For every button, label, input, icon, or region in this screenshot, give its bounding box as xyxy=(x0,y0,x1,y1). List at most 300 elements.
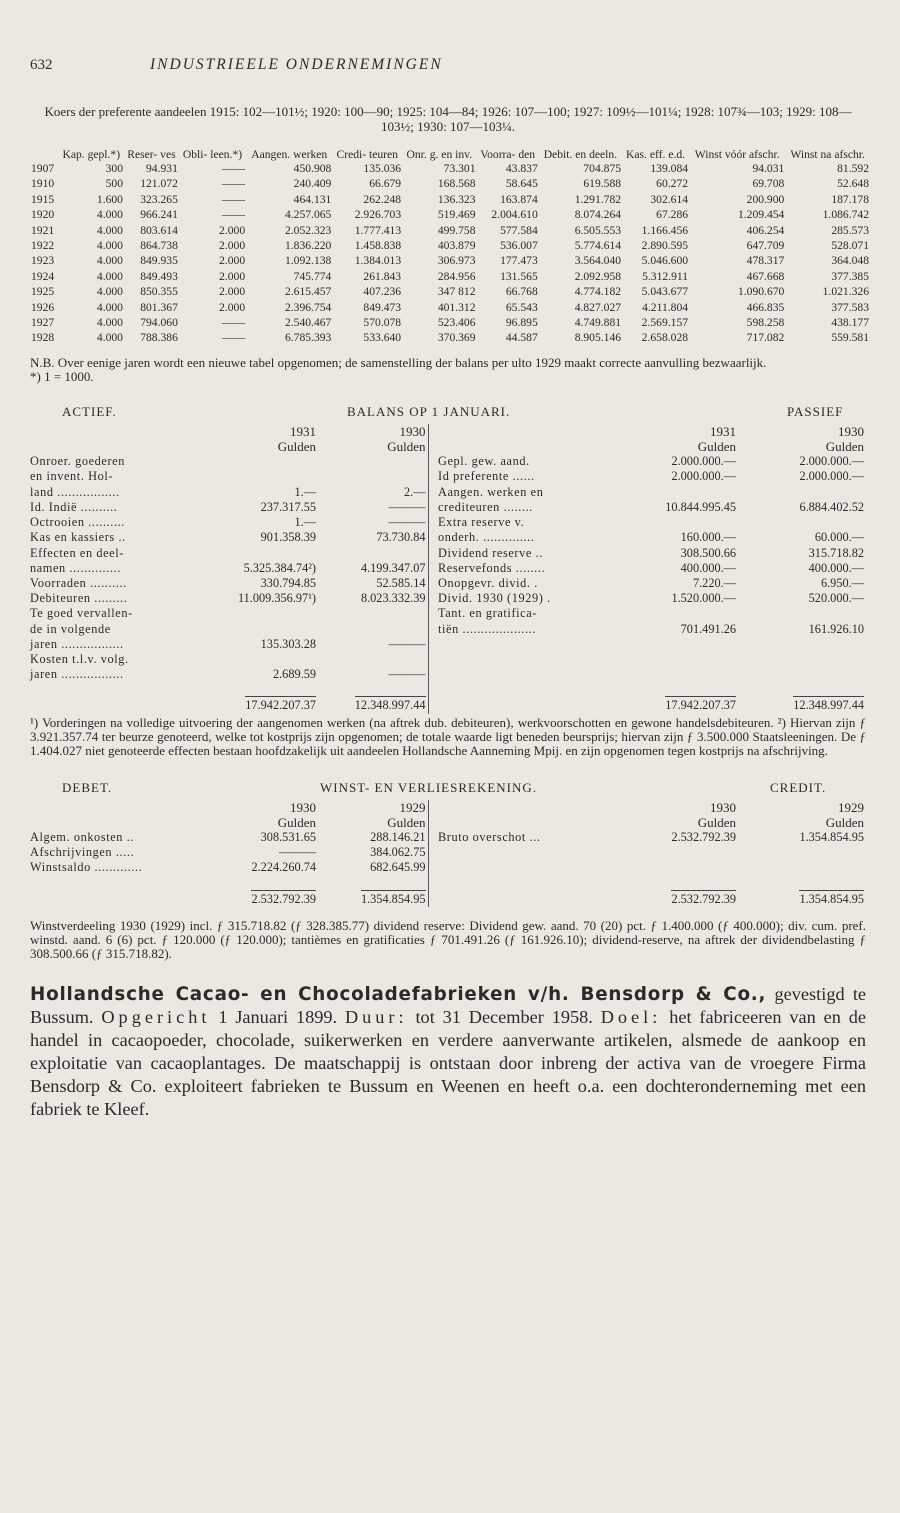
total-value: 2.532.792.39 xyxy=(671,891,736,906)
separator xyxy=(428,439,438,454)
table-cell: 65.543 xyxy=(505,300,538,314)
separator xyxy=(428,591,438,606)
value-cell: 5.325.384.74²) xyxy=(243,560,316,575)
table-cell: 131.565 xyxy=(500,269,538,283)
separator xyxy=(428,637,438,652)
table-cell: 2.000 xyxy=(219,269,246,283)
value-cell: 901.358.39 xyxy=(260,530,316,545)
value-cell: 315.718.82 xyxy=(808,545,864,560)
table-cell: 3.564.040 xyxy=(574,254,622,268)
table-cell: 500 xyxy=(105,177,123,191)
row-label: Tant. en gratifica- xyxy=(438,606,537,621)
table-cell: 69.708 xyxy=(752,177,785,191)
column-header xyxy=(30,148,59,161)
spacer xyxy=(30,682,200,713)
column-header: Kas. eff. e.d. xyxy=(626,148,686,161)
table-cell: 2.004.610 xyxy=(491,208,538,222)
unit-header: Gulden xyxy=(697,814,736,830)
value-cell xyxy=(738,845,866,860)
separator xyxy=(428,500,438,515)
row-label: Voorraden .......... xyxy=(30,575,127,590)
table-cell: 177.473 xyxy=(500,254,538,268)
year-header: 1930 xyxy=(399,423,426,439)
table-row xyxy=(30,576,866,591)
total-value: 12.348.997.44 xyxy=(354,698,426,713)
kapitaal-table xyxy=(30,148,870,346)
table-cell: 73.301 xyxy=(443,162,476,175)
value-cell xyxy=(318,454,428,469)
value-cell: 701.491.26 xyxy=(680,621,736,636)
table-cell: 300 xyxy=(105,162,123,175)
table-cell: 163.874 xyxy=(500,192,538,206)
value-cell xyxy=(318,622,428,637)
table-cell: 8.905.146 xyxy=(574,331,622,345)
row-label: Reservefonds ........ xyxy=(438,560,546,575)
total-value: 1.354.854.95 xyxy=(799,891,864,906)
column-header: Onr. g. en inv. xyxy=(406,148,473,161)
total-cell xyxy=(200,682,318,713)
table-cell: 850.355 xyxy=(140,285,178,299)
row-label: Octrooien .......... xyxy=(30,515,125,530)
table-cell: —— xyxy=(221,162,246,175)
spacer xyxy=(438,800,608,815)
table-cell: 533.640 xyxy=(363,331,402,345)
table-cell: 1.291.782 xyxy=(574,192,622,206)
separator xyxy=(428,860,438,875)
table-cell: 2.396.754 xyxy=(284,300,332,314)
separator xyxy=(428,469,438,484)
value-cell: 2.000.000.— xyxy=(671,454,736,469)
unit-header-row xyxy=(30,439,866,454)
table-cell: 96.895 xyxy=(505,316,538,330)
year-header-row xyxy=(30,424,866,439)
value-cell xyxy=(318,652,428,667)
separator xyxy=(428,424,438,439)
row-label: Dividend reserve .. xyxy=(438,545,543,560)
separator xyxy=(428,845,438,860)
spacer xyxy=(438,424,608,439)
spacer xyxy=(438,815,608,830)
table-cell: 302.614 xyxy=(650,192,689,206)
separator xyxy=(428,682,438,713)
spacer xyxy=(30,439,200,454)
spacer xyxy=(30,876,200,907)
table-cell: 577.584 xyxy=(500,223,538,237)
table-cell: 717.082 xyxy=(746,331,785,345)
table-cell: 1.166.456 xyxy=(641,223,689,237)
row-label: Kosten t.l.v. volg. xyxy=(30,651,129,666)
separator xyxy=(428,622,438,637)
value-cell xyxy=(318,606,428,621)
value-cell xyxy=(608,845,738,860)
balans-header xyxy=(30,404,866,420)
value-cell xyxy=(200,622,318,637)
table-cell: 519.469 xyxy=(437,208,476,222)
table-cell: 966.241 xyxy=(140,208,178,222)
table-row xyxy=(30,284,870,299)
table-cell: 2.052.323 xyxy=(284,223,332,237)
year-cell: 1921 xyxy=(31,223,55,237)
row-label: Debiteuren ......... xyxy=(30,591,128,606)
actief-title: ACTIEF. xyxy=(62,403,117,419)
separator xyxy=(428,454,438,469)
table-cell: 43.837 xyxy=(505,162,538,175)
value-cell: 7.220.— xyxy=(692,575,736,590)
year-cell: 1922 xyxy=(31,239,55,253)
table-cell: 2.000 xyxy=(219,285,246,299)
value-cell: 308.500.66 xyxy=(680,545,736,560)
table-cell: 2.000 xyxy=(219,223,246,237)
value-cell: 237.317.55 xyxy=(260,499,316,514)
table-row xyxy=(30,330,870,345)
total-value: 2.532.792.39 xyxy=(251,891,316,906)
row-label: Id. Indië .......... xyxy=(30,499,118,514)
value-cell: ——— xyxy=(388,499,426,514)
row-label: Bruto overschot ... xyxy=(438,829,541,844)
value-cell: 288.146.21 xyxy=(370,829,426,844)
year-cell: 1927 xyxy=(31,316,55,330)
wv-title: WINST- EN VERLIESREKENING. xyxy=(320,779,538,795)
table-cell: 1.458.838 xyxy=(354,239,402,253)
table-cell: —— xyxy=(221,316,246,330)
debet-title: DEBET. xyxy=(62,779,113,795)
table-cell: 598.258 xyxy=(746,316,785,330)
value-cell: 400.000.— xyxy=(808,560,864,575)
table-cell: 370.369 xyxy=(437,331,476,345)
row-label: Onroer. goederen xyxy=(30,454,125,469)
table-cell: 187.178 xyxy=(831,192,869,206)
table-cell: 240.409 xyxy=(293,177,332,191)
value-cell: 400.000.— xyxy=(680,560,736,575)
row-label: en invent. Hol- xyxy=(30,469,114,484)
company-name: Hollandsche Cacao- en Chocoladefabrieken v/h. Bensdorp & Co., xyxy=(30,983,767,1005)
value-cell xyxy=(200,546,318,561)
table-cell: 450.908 xyxy=(293,162,332,175)
table-cell: 4.000 xyxy=(96,300,123,314)
column-header: Aangen. werken xyxy=(251,148,328,161)
table-cell: 4.000 xyxy=(96,316,123,330)
table-row xyxy=(30,561,866,576)
value-cell: 2.689.59 xyxy=(272,667,316,682)
table-cell: 1.600 xyxy=(96,192,123,206)
table-cell: 364.048 xyxy=(831,254,869,268)
passief-title: PASSIEF xyxy=(787,403,844,419)
row-label: Kas en kassiers .. xyxy=(30,530,126,545)
unit-header: Gulden xyxy=(825,439,864,455)
table-cell: 2.000 xyxy=(219,300,246,314)
opgericht-value: 1 Januari 1899. xyxy=(218,1006,338,1027)
spacer xyxy=(30,815,200,830)
table-row xyxy=(30,269,870,284)
value-cell xyxy=(738,667,866,682)
total-cell xyxy=(738,876,866,907)
table-row xyxy=(30,845,866,860)
separator xyxy=(428,606,438,621)
table-cell: 4.000 xyxy=(96,239,123,253)
table-cell: 464.131 xyxy=(293,192,332,206)
table-cell: 4.000 xyxy=(96,269,123,283)
column-header: Credi- teuren xyxy=(336,148,398,161)
table-cell: 401.312 xyxy=(437,300,476,314)
table-cell: —— xyxy=(221,331,246,345)
value-cell xyxy=(738,606,866,621)
table-cell: 1.209.454 xyxy=(737,208,785,222)
table-cell: 4.000 xyxy=(96,223,123,237)
table-cell: 647.709 xyxy=(746,239,785,253)
table-row xyxy=(30,469,866,484)
balans-footnote: ¹) Vorderingen na volledige uitvoering der aangenomen werken (na aftrek dub. debiteuren), werkvoorschotten en gewone handelsdebiteuren. ²) Hiervan zijn ƒ 3.921.357.74 ter beurze genoteerd, welke tot kostprijs zijn opgenomen; de totale waarde ligt beneden beursprijs; hiervan zijn ƒ 3.500.000 Staatsleeningen. De ƒ 1.404.027 niet genoteerde effecten bestaan hoofdzakelijk uit aandeelen Hollandsche Aanneming Mpij. en zijn opgenomen tegen kostprijs na afschrijving. xyxy=(30,714,866,758)
row-label: jaren ................. xyxy=(30,636,124,651)
table-row xyxy=(30,238,870,253)
row-label: land ................. xyxy=(30,484,120,499)
unit-header: Gulden xyxy=(387,814,426,830)
table-cell: 4.000 xyxy=(96,285,123,299)
table-cell: 377.583 xyxy=(831,300,869,314)
row-label: Extra reserve v. xyxy=(438,515,525,530)
doel-label: Doel: xyxy=(600,1006,662,1027)
row-label: onderh. .............. xyxy=(438,530,535,545)
row-label: Aangen. werken en xyxy=(438,484,544,499)
value-cell: 1.— xyxy=(294,515,316,530)
table-cell: 438.177 xyxy=(831,316,869,330)
year-cell: 1907 xyxy=(31,162,55,175)
value-cell: 1.354.854.95 xyxy=(799,829,864,844)
duur-label: Duur: xyxy=(344,1006,408,1027)
table-cell: 406.254 xyxy=(746,223,785,237)
table-cell: 1.836.220 xyxy=(284,239,332,253)
separator xyxy=(428,652,438,667)
total-cell xyxy=(608,876,738,907)
table-cell: 139.084 xyxy=(650,162,689,175)
value-cell: 2.000.000.— xyxy=(671,469,736,484)
nb-footnote: *) 1 = 1000. xyxy=(30,368,94,384)
table-row xyxy=(30,300,870,315)
table-cell: 60.272 xyxy=(656,177,689,191)
value-cell xyxy=(608,485,738,500)
table-cell: 4.000 xyxy=(96,254,123,268)
value-cell: 60.000.— xyxy=(814,530,864,545)
table-cell: 407.236 xyxy=(363,285,402,299)
table-cell: 4.211.804 xyxy=(642,300,689,314)
year-header: 1929 xyxy=(399,799,426,815)
table-row xyxy=(30,860,866,875)
table-cell: 284.956 xyxy=(437,269,476,283)
separator xyxy=(428,815,438,830)
value-cell xyxy=(608,652,738,667)
year-cell: 1923 xyxy=(31,254,55,268)
table-cell: 2.000 xyxy=(219,254,246,268)
total-cell xyxy=(318,876,428,907)
unit-header-row xyxy=(30,815,866,830)
page xyxy=(30,56,869,1121)
value-cell: 4.199.347.07 xyxy=(360,560,426,575)
credit-title: CREDIT. xyxy=(770,779,827,795)
table-row xyxy=(30,652,866,667)
table-cell: 66.679 xyxy=(369,177,402,191)
year-cell: 1926 xyxy=(31,300,55,314)
unit-header: Gulden xyxy=(277,814,316,830)
table-row xyxy=(30,667,866,682)
total-value: 12.348.997.44 xyxy=(793,698,864,713)
table-cell: 1.092.138 xyxy=(284,254,332,268)
row-label: Id preferente ...... xyxy=(438,469,535,484)
value-cell xyxy=(200,652,318,667)
separator xyxy=(428,515,438,530)
table-cell: 200.900 xyxy=(746,192,785,206)
row-label: Gepl. gew. aand. xyxy=(438,454,530,469)
table-cell: 168.568 xyxy=(437,177,476,191)
row-label: Effecten en deel- xyxy=(30,545,124,560)
column-header: Obli- leen.*) xyxy=(182,148,243,161)
table-cell: 467.668 xyxy=(746,269,785,283)
year-cell: 1924 xyxy=(31,269,55,283)
separator xyxy=(428,530,438,545)
table-cell: 794.060 xyxy=(140,316,178,330)
table-cell: 377.385 xyxy=(831,269,869,283)
value-cell: 2.000.000.— xyxy=(799,454,864,469)
value-cell: 52.585.14 xyxy=(376,575,426,590)
table-cell: 5.774.614 xyxy=(574,239,622,253)
value-cell xyxy=(738,637,866,652)
table-row xyxy=(30,530,866,545)
table-cell: 262.248 xyxy=(363,192,402,206)
table-cell: 94.031 xyxy=(752,162,785,175)
table-cell: 528.071 xyxy=(831,239,869,253)
page-number: 632 xyxy=(30,57,53,73)
year-header: 1930 xyxy=(290,799,316,815)
table-cell: 135.036 xyxy=(363,162,402,175)
value-cell xyxy=(318,546,428,561)
table-cell: 5.043.677 xyxy=(641,285,689,299)
table-cell: 66.768 xyxy=(505,285,538,299)
spacer xyxy=(438,876,608,907)
table-cell: 5.046.600 xyxy=(641,254,689,268)
value-cell: 2.224.260.74 xyxy=(251,860,316,875)
row-label: Onopgevr. divid. . xyxy=(438,575,538,590)
total-cell xyxy=(738,682,866,713)
total-value: 17.942.207.37 xyxy=(665,698,736,713)
year-cell: 1910 xyxy=(31,177,55,191)
table-row xyxy=(30,500,866,515)
nb-text: N.B. Over eenige jaren wordt een nieuwe tabel opgenomen; de samenstelling der balans per ulto 1929 maakt correcte aanvulling bezwaarlijk. xyxy=(30,354,767,370)
row-label: Afschrijvingen ..... xyxy=(30,845,135,860)
value-cell xyxy=(608,637,738,652)
row-label xyxy=(438,637,608,652)
table-cell: 121.072 xyxy=(140,177,178,191)
value-cell: 160.000.— xyxy=(680,530,736,545)
value-cell: ——— xyxy=(388,636,426,651)
table-cell: 478.317 xyxy=(746,254,785,268)
separator xyxy=(428,667,438,682)
table-cell: 801.367 xyxy=(140,300,178,314)
column-header: Kap. gepl.*) xyxy=(62,148,121,161)
totals-row xyxy=(30,682,866,713)
table-cell: 704.875 xyxy=(583,162,622,175)
row-label xyxy=(438,667,608,682)
value-cell: ——— xyxy=(279,845,316,860)
unit-header: Gulden xyxy=(697,439,736,455)
value-cell: 135.303.28 xyxy=(260,636,316,651)
row-label: jaren ................. xyxy=(30,667,124,682)
value-cell: 520.000.— xyxy=(808,591,864,606)
table-row xyxy=(30,253,870,268)
table-cell: 44.587 xyxy=(505,331,538,345)
table-cell: 67.286 xyxy=(656,208,689,222)
totals-row xyxy=(30,876,866,907)
table-cell: 81.592 xyxy=(837,162,869,175)
table-cell: 6.505.553 xyxy=(574,223,622,237)
value-cell: 10.844.995.45 xyxy=(665,499,736,514)
row-label xyxy=(438,845,608,860)
table-row xyxy=(30,223,870,238)
page-header xyxy=(30,56,866,84)
table-cell: 1.086.742 xyxy=(822,208,869,222)
value-cell: 2.532.792.39 xyxy=(671,829,736,844)
year-cell: 1915 xyxy=(31,192,55,206)
table-cell: 347 812 xyxy=(437,285,476,299)
table-cell: 5.312.911 xyxy=(642,269,689,283)
table-row xyxy=(30,315,870,330)
table-cell: 1.384.013 xyxy=(354,254,402,268)
value-cell xyxy=(738,652,866,667)
table-row xyxy=(30,606,866,621)
table-row xyxy=(30,637,866,652)
column-header: Winst vóór afschr. xyxy=(694,148,780,161)
table-row xyxy=(30,830,866,845)
table-cell: 499.758 xyxy=(437,223,476,237)
value-cell xyxy=(608,860,738,875)
value-cell: 1.520.000.— xyxy=(671,591,736,606)
unit-header: Gulden xyxy=(387,439,426,455)
value-cell xyxy=(738,515,866,530)
table-cell: 559.581 xyxy=(831,331,869,345)
table-row xyxy=(30,207,870,222)
table-cell: 4.827.027 xyxy=(574,300,622,314)
value-cell: 6.884.402.52 xyxy=(799,499,864,514)
row-label: crediteuren ........ xyxy=(438,499,533,514)
year-header: 1930 xyxy=(838,423,864,439)
table-cell: 2.890.595 xyxy=(641,239,689,253)
separator xyxy=(428,546,438,561)
table-cell: 849.493 xyxy=(140,269,178,283)
table-cell: 4.257.065 xyxy=(284,208,332,222)
table-cell: 788.386 xyxy=(140,331,178,345)
value-cell xyxy=(608,515,738,530)
table-cell: 52.648 xyxy=(837,177,869,191)
table-cell: 58.645 xyxy=(505,177,538,191)
page-title: INDUSTRIEELE ONDERNEMINGEN xyxy=(150,56,443,73)
table-row xyxy=(30,485,866,500)
table-cell: 94.931 xyxy=(146,162,178,175)
table-row xyxy=(30,161,870,176)
separator xyxy=(428,576,438,591)
table-cell: 4.000 xyxy=(96,331,123,345)
table-cell: 1.777.413 xyxy=(354,223,402,237)
value-cell: 6.950.— xyxy=(820,575,864,590)
year-cell: 1925 xyxy=(31,285,55,299)
value-cell xyxy=(200,606,318,621)
separator xyxy=(428,876,438,907)
separator xyxy=(428,830,438,845)
year-header: 1931 xyxy=(290,423,316,439)
table-cell: 523.406 xyxy=(437,316,476,330)
table-row xyxy=(30,622,866,637)
row-label xyxy=(438,652,608,667)
row-label: namen .............. xyxy=(30,560,121,575)
value-cell xyxy=(200,469,318,484)
koers-preferente: Koers der preferente aandeelen 1915: 102—101½; 1920: 100—90; 1925: 104—84; 1926: 107—100; 1927: 109½—101¼; 1928: 107¾—103; 1929: 108—103½; 1930: 107—103¼. xyxy=(44,104,852,134)
total-cell xyxy=(608,682,738,713)
